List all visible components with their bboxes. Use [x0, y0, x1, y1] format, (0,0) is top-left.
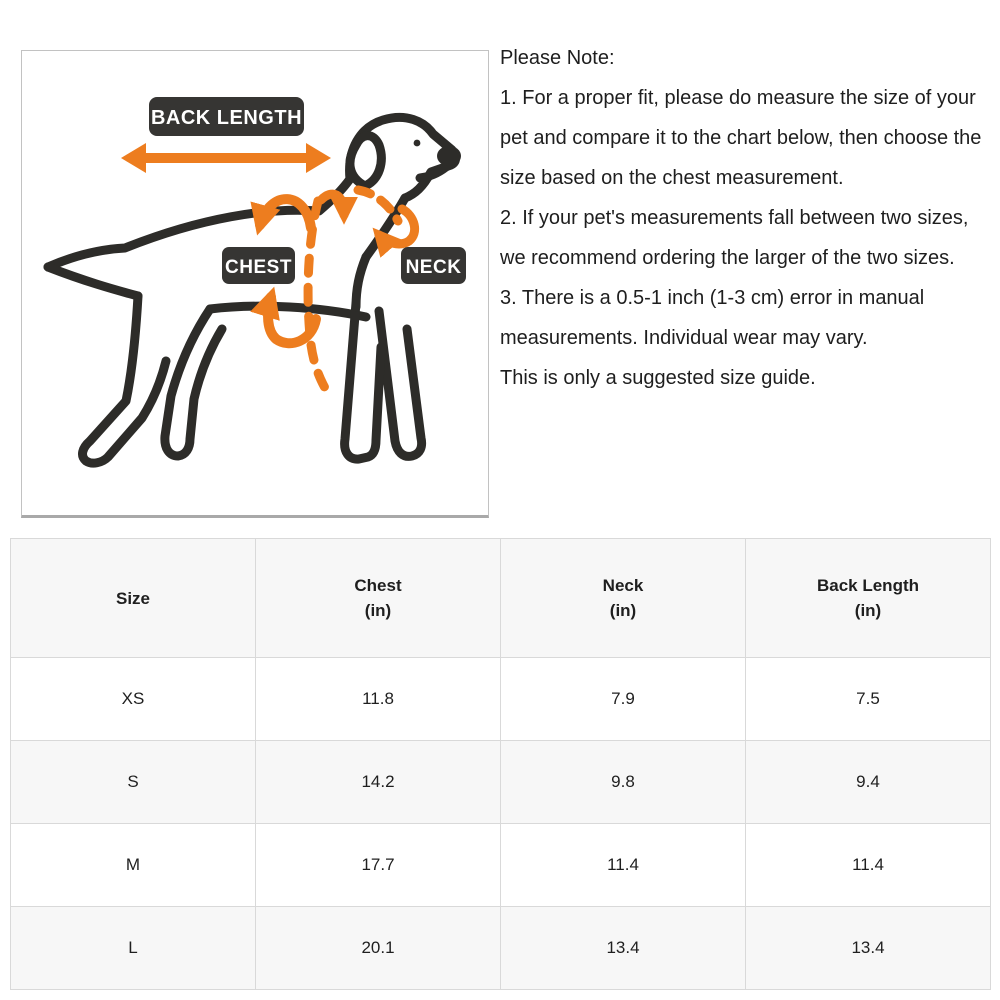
- cell-chest: 14.2: [256, 741, 501, 824]
- back-length-arrow: [121, 143, 331, 173]
- note-line: This is only a suggested size guide.: [500, 367, 816, 389]
- cell-size: XS: [11, 658, 256, 741]
- table-row-l: [11, 907, 991, 990]
- cell-back-length: 13.4: [746, 907, 991, 990]
- cell-size: S: [11, 741, 256, 824]
- col-header-unit: (in): [364, 601, 392, 620]
- dog-outline: [48, 117, 456, 463]
- cell-neck: 7.9: [501, 658, 746, 741]
- col-header-neck: [501, 539, 746, 658]
- cell-back-length: 11.4: [746, 824, 991, 907]
- cell-neck: 11.4: [501, 824, 746, 907]
- cell-size: L: [11, 907, 256, 990]
- cell-size: M: [11, 824, 256, 907]
- chest-label: CHEST: [225, 257, 292, 278]
- note-line: pet and compare it to the chart below, then choose the: [500, 127, 982, 149]
- table-row-m: [11, 824, 991, 907]
- table-row-xs: [11, 658, 991, 741]
- notes-section: [500, 38, 998, 398]
- cell-back-length: 7.5: [746, 658, 991, 741]
- note-line: 2. If your pet's measurements fall between two sizes,: [500, 207, 969, 229]
- col-header-label: Size: [115, 588, 151, 608]
- cell-neck: 13.4: [501, 907, 746, 990]
- col-header-unit: (in): [609, 601, 637, 620]
- dog-nose: [437, 146, 461, 166]
- dog-measurement-diagram: [21, 50, 489, 518]
- note-line: 1. For a proper fit, please do measure the size of your: [500, 87, 976, 109]
- col-header-chest: [256, 539, 501, 658]
- size-table-header-row: [11, 539, 991, 658]
- col-header-label: Back Length: [816, 576, 920, 595]
- size-table: [10, 538, 991, 990]
- note-line: measurements. Individual wear may vary.: [500, 327, 868, 349]
- notes-heading: Please Note:: [500, 47, 615, 69]
- cell-chest: 17.7: [256, 824, 501, 907]
- note-line: size based on the chest measurement.: [500, 167, 844, 189]
- dog-illustration: [22, 51, 488, 515]
- col-header-label: Chest: [354, 576, 402, 595]
- back-length-label: BACK LENGTH: [150, 107, 303, 129]
- note-line: 3. There is a 0.5-1 inch (1-3 cm) error in manual: [500, 287, 925, 309]
- col-header-back-length: [746, 539, 991, 658]
- cell-chest: 11.8: [256, 658, 501, 741]
- dog-eye: [414, 140, 421, 147]
- col-header-size: [11, 539, 256, 658]
- cell-neck: 9.8: [501, 741, 746, 824]
- col-header-unit: (in): [854, 601, 882, 620]
- cell-back-length: 9.4: [746, 741, 991, 824]
- note-line: we recommend ordering the larger of the two sizes.: [500, 247, 955, 269]
- table-row-s: [11, 741, 991, 824]
- cell-chest: 20.1: [256, 907, 501, 990]
- col-header-label: Neck: [602, 576, 644, 595]
- neck-label: NECK: [405, 257, 462, 278]
